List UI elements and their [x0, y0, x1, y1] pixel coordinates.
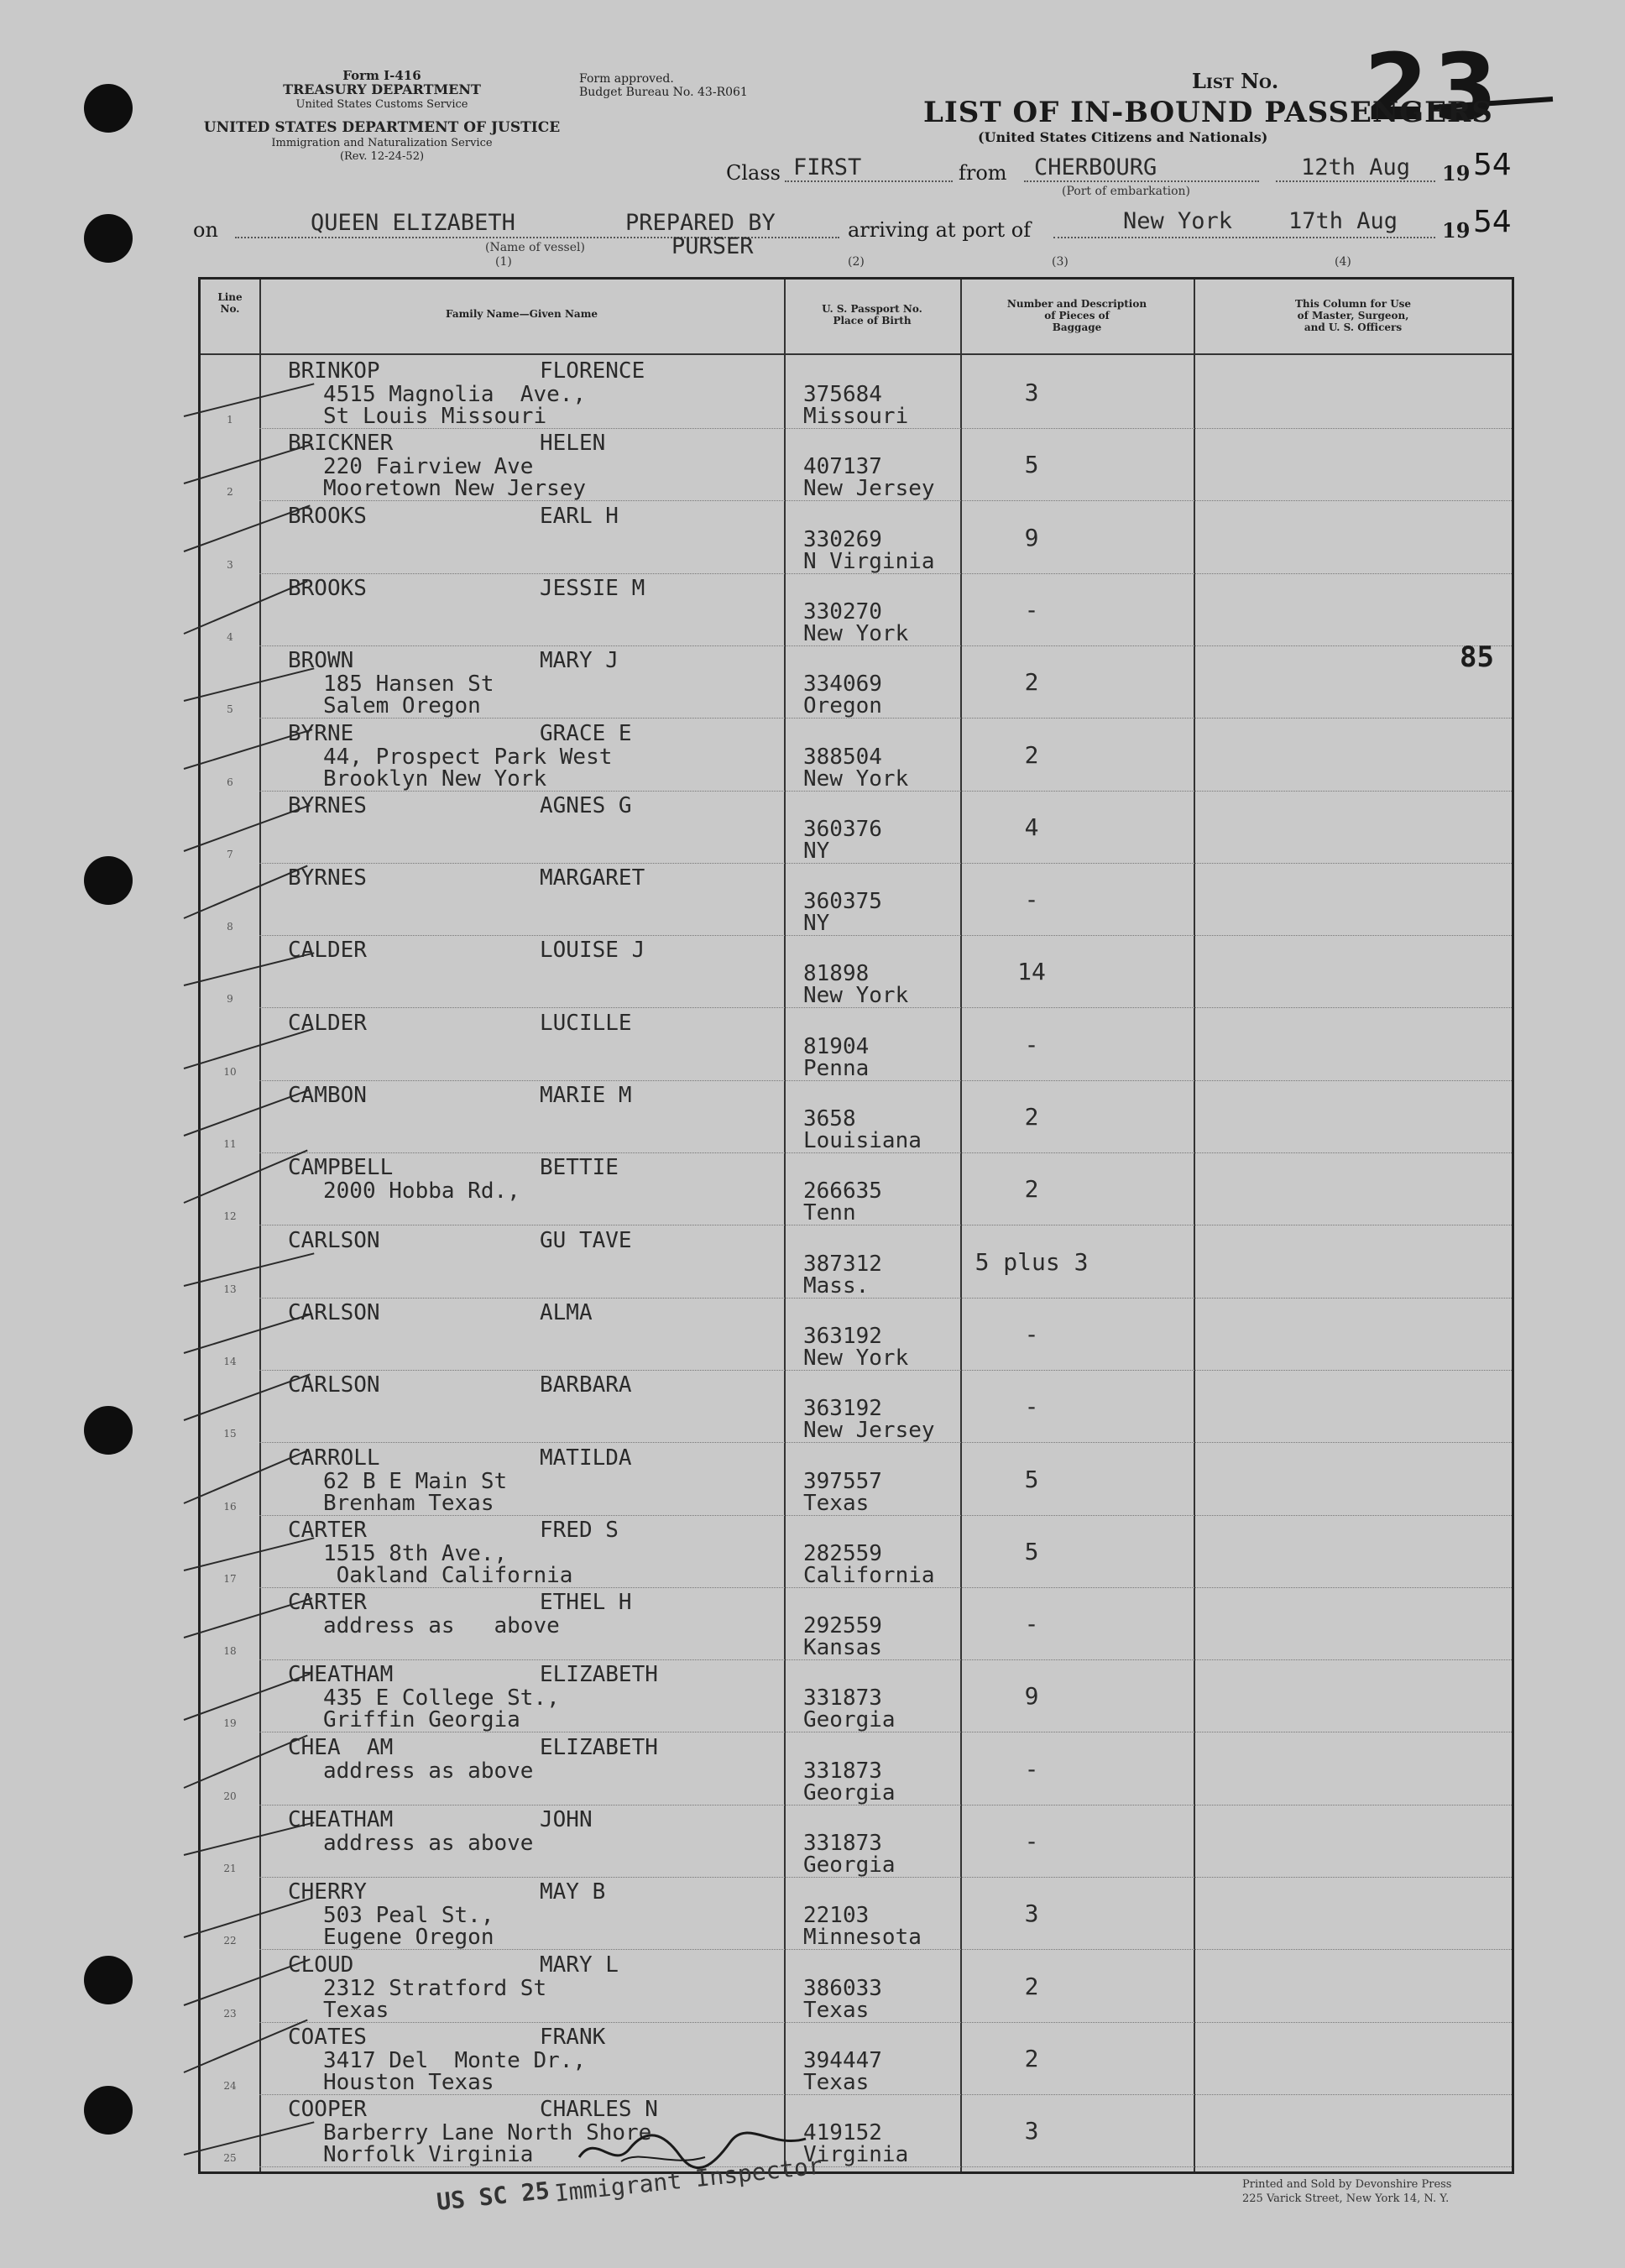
- punch-hole: [84, 1956, 133, 2004]
- place-of-birth: New York: [803, 766, 909, 792]
- address-line-1: 1515 8th Ave.,: [323, 1540, 508, 1566]
- col-header-line-no: Line No.: [217, 291, 243, 315]
- address-line-2: Brenham Texas: [323, 1490, 494, 1516]
- baggage-count: 2: [1024, 740, 1039, 769]
- place-of-birth: NY: [803, 911, 830, 937]
- baggage-count: -: [1024, 886, 1039, 914]
- passport-number: 387312: [803, 1251, 882, 1277]
- line-number: 2: [227, 486, 233, 499]
- table-row: [201, 936, 1512, 1008]
- page-title: LIST OF IN-BOUND PASSENGERS: [923, 96, 1493, 129]
- col-num-1: (1): [495, 255, 512, 269]
- treasury-dept: TREASURY DEPARTMENT: [283, 81, 481, 97]
- vessel-caption: (Name of vessel): [485, 241, 585, 254]
- customs-service: United States Customs Service: [295, 98, 468, 111]
- passport-number: 388504: [803, 744, 882, 770]
- baggage-count: 9: [1024, 1682, 1039, 1711]
- passport-number: 331873: [803, 1758, 882, 1784]
- arrival-year: 54: [1473, 205, 1512, 239]
- place-of-birth: New Jersey: [803, 476, 935, 502]
- address-line-1: Barberry Lane North Shore: [323, 2120, 652, 2146]
- line-number: 25: [223, 2152, 237, 2165]
- justice-dept: UNITED STATES DEPARTMENT OF JUSTICE: [203, 119, 561, 136]
- arriving-label: arriving at port of: [848, 218, 1032, 242]
- table-row: [201, 2095, 1512, 2167]
- baggage-count: 5: [1024, 1537, 1039, 1565]
- col-header-baggage: Number and Description of Pieces of Baggage: [1006, 298, 1147, 333]
- given-name: CHARLES N: [540, 2097, 658, 2123]
- check-mark-icon: [184, 1313, 313, 1354]
- place-of-birth: Georgia: [803, 1853, 896, 1878]
- passport-number: 363192: [803, 1323, 882, 1349]
- family-name: CHEA AM: [288, 1734, 394, 1760]
- given-name: ALMA: [540, 1299, 593, 1325]
- passport-number: 331873: [803, 1685, 882, 1711]
- table-row: [201, 1951, 1512, 2023]
- baggage-count: 2: [1024, 1972, 1039, 2000]
- punch-hole: [84, 856, 133, 905]
- check-mark-icon: [184, 1898, 313, 1939]
- family-name: COOPER: [288, 2097, 367, 2123]
- baggage-count: 5: [1024, 451, 1039, 479]
- check-mark-icon: [184, 1252, 315, 1287]
- check-mark-icon: [184, 804, 311, 852]
- check-mark-icon: [184, 1597, 313, 1638]
- line-number: 24: [223, 2079, 237, 2092]
- budget-bureau: Budget Bureau No. 43-R061: [579, 86, 748, 99]
- place-of-birth: California: [803, 1562, 935, 1588]
- passport-number: 394447: [803, 2047, 882, 2073]
- list-no-value: 23: [1364, 34, 1503, 141]
- address-line-1: address as above: [323, 1613, 560, 1639]
- place-of-birth: Kansas: [803, 1635, 882, 1661]
- line-number: 9: [227, 993, 233, 1006]
- line-number: 22: [223, 1935, 237, 1947]
- given-name: JESSIE M: [540, 575, 645, 601]
- baggage-count: 2: [1024, 2044, 1039, 2072]
- row-divider: [259, 2166, 1512, 2167]
- family-name: CARTER: [288, 1590, 367, 1616]
- passport-number: 334069: [803, 672, 882, 698]
- place-of-birth: NY: [803, 838, 830, 864]
- family-name: BROWN: [288, 648, 354, 674]
- family-name: CAMPBELL: [288, 1155, 394, 1181]
- check-mark-icon: [184, 1450, 308, 1503]
- line-number: 10: [223, 1065, 237, 1078]
- form-number: Form I-416: [342, 68, 421, 83]
- passport-number: 375684: [803, 382, 882, 407]
- passport-number: 363192: [803, 1396, 882, 1422]
- given-name: ELIZABETH: [540, 1734, 658, 1760]
- table-row: [201, 792, 1512, 864]
- given-name: AGNES G: [540, 792, 632, 818]
- inspector-stamp: Immigrant Inspector: [553, 2151, 824, 2208]
- line-number: 8: [227, 921, 233, 933]
- baggage-count: -: [1024, 595, 1039, 624]
- check-mark-icon: [184, 1958, 311, 2006]
- table-row: [201, 1153, 1512, 1225]
- table-row: [201, 1081, 1512, 1153]
- baggage-count: 5 plus 3: [974, 1247, 1089, 1276]
- place-of-birth: Texas: [803, 1490, 870, 1516]
- given-name: GU TAVE: [540, 1227, 632, 1253]
- table-row: [201, 2023, 1512, 2095]
- family-name: BROOKS: [288, 503, 367, 529]
- given-name: LOUISE J: [540, 938, 645, 964]
- line-number: 21: [223, 1863, 237, 1874]
- check-mark-icon: [184, 668, 315, 703]
- family-name: CLOUD: [288, 1952, 354, 1978]
- table-row: [201, 1878, 1512, 1950]
- baggage-count: 5: [1024, 1465, 1039, 1493]
- place-of-birth: Texas: [803, 2069, 870, 2095]
- given-name: ELIZABETH: [540, 1662, 658, 1688]
- officer-note: 85: [1460, 640, 1494, 674]
- given-name: GRACE E: [540, 720, 632, 746]
- family-name: BYRNE: [288, 720, 354, 746]
- check-mark-icon: [184, 1674, 311, 1722]
- address-line-1: 2312 Stratford St: [323, 1975, 547, 2001]
- family-name: CARTER: [288, 1517, 367, 1543]
- punch-hole: [84, 2086, 133, 2135]
- from-line: [1024, 180, 1259, 182]
- table-row: [201, 502, 1512, 574]
- page-subtitle: (United States Citizens and Nationals): [978, 129, 1268, 145]
- family-name: BYRNES: [288, 792, 367, 818]
- passport-number: 292559: [803, 1613, 882, 1639]
- given-name: BETTIE: [540, 1155, 619, 1181]
- place-of-birth: Missouri: [803, 404, 909, 429]
- place-of-birth: N Virginia: [803, 548, 935, 574]
- address-line-1: 4515 Magnolia Ave.,: [323, 382, 587, 407]
- given-name: FLORENCE: [540, 358, 645, 384]
- punch-hole: [84, 1406, 133, 1455]
- passport-number: 330269: [803, 526, 882, 552]
- table-row: [201, 1588, 1512, 1660]
- class-value: FIRST: [793, 154, 862, 180]
- baggage-count: 3: [1024, 1900, 1039, 1928]
- check-mark-icon: [184, 444, 313, 485]
- given-name: FRED S: [540, 1517, 619, 1543]
- check-mark-icon: [184, 1821, 315, 1856]
- place-of-birth: Louisiana: [803, 1128, 922, 1153]
- baggage-count: 2: [1024, 668, 1039, 697]
- passport-number: 3658: [803, 1106, 856, 1131]
- table-row: [201, 864, 1512, 936]
- given-name: MARIE M: [540, 1083, 632, 1108]
- table-row: [201, 1444, 1512, 1516]
- arrival-port: New York: [1123, 208, 1233, 234]
- line-number: 1: [227, 414, 233, 426]
- table-row: [201, 1226, 1512, 1299]
- check-mark-icon: [184, 865, 308, 919]
- address-line-2: Mooretown New Jersey: [323, 476, 587, 502]
- check-mark-icon: [184, 1028, 313, 1069]
- address-line-1: 435 E College St.,: [323, 1685, 560, 1711]
- baggage-count: -: [1024, 1827, 1039, 1855]
- from-label: from: [959, 161, 1007, 185]
- place-of-birth: Texas: [803, 1997, 870, 2023]
- line-number: 15: [223, 1428, 237, 1440]
- place-of-birth: New York: [803, 983, 909, 1009]
- passport-number: 331873: [803, 1831, 882, 1856]
- place-of-birth: Georgia: [803, 1779, 896, 1806]
- baggage-count: -: [1024, 1320, 1039, 1348]
- address-line-1: 44, Prospect Park West: [323, 744, 613, 770]
- form-approved: Form approved.: [579, 72, 674, 86]
- family-name: CAMBON: [288, 1083, 367, 1108]
- address-line-2: Salem Oregon: [323, 693, 481, 719]
- baggage-count: 3: [1024, 379, 1039, 406]
- baggage-count: -: [1024, 1393, 1039, 1421]
- embark-port: CHERBOURG: [1034, 154, 1157, 180]
- passport-number: 397557: [803, 1468, 882, 1494]
- family-name: CHERRY: [288, 1879, 367, 1905]
- baggage-count: -: [1024, 1610, 1039, 1638]
- family-name: CALDER: [288, 938, 367, 964]
- line-number: 14: [223, 1355, 237, 1367]
- table-row: [201, 357, 1512, 429]
- passport-number: 81898: [803, 961, 870, 987]
- vessel-name: QUEEN ELIZABETH: [311, 210, 515, 236]
- address-line-2: Griffin Georgia: [323, 1707, 520, 1733]
- line-number: 11: [223, 1138, 237, 1150]
- given-name: EARL H: [540, 503, 619, 529]
- check-mark-icon: [184, 1089, 311, 1137]
- table-row: [201, 646, 1512, 719]
- given-name: BARBARA: [540, 1372, 632, 1398]
- col-header-officers: This Column for Use of Master, Surgeon, and U. S. Officers: [1294, 298, 1412, 333]
- address-line-1: 3417 Del Monte Dr.,: [323, 2047, 587, 2073]
- given-name: MATILDA: [540, 1445, 632, 1471]
- table-row: [201, 1733, 1512, 1806]
- line-number: 18: [223, 1645, 237, 1658]
- line-number: 17: [223, 1572, 237, 1585]
- passport-number: 282559: [803, 1540, 882, 1566]
- passport-number: 419152: [803, 2120, 882, 2146]
- form-revision: (Rev. 12-24-52): [339, 150, 425, 163]
- embark-year: 54: [1473, 148, 1512, 182]
- given-name: ETHEL H: [540, 1590, 632, 1616]
- address-line-1: 503 Peal St.,: [323, 1903, 494, 1929]
- passport-number: 386033: [803, 1975, 882, 2001]
- given-name: HELEN: [540, 431, 606, 457]
- place-of-birth: New Jersey: [803, 1418, 935, 1444]
- line-number: 16: [223, 1500, 237, 1513]
- on-label: on: [193, 218, 218, 242]
- table-row: [201, 1806, 1512, 1878]
- ins-service: Immigration and Naturalization Service: [271, 137, 493, 149]
- arrival-line: [1053, 237, 1435, 238]
- table-row: [201, 1009, 1512, 1081]
- address-line-1: address as above: [323, 1758, 534, 1784]
- place-of-birth: Mass.: [803, 1272, 870, 1299]
- check-mark-icon: [184, 729, 313, 770]
- check-mark-icon: [184, 580, 308, 634]
- baggage-count: -: [1024, 1754, 1039, 1783]
- check-mark-icon: [184, 383, 315, 417]
- stamp-code: US SC 25: [435, 2177, 551, 2216]
- table-row: [201, 1660, 1512, 1732]
- col-num-3: (3): [1052, 255, 1069, 269]
- place-of-birth: New York: [803, 620, 909, 646]
- address-line-2: Houston Texas: [323, 2069, 494, 2095]
- baggage-count: 9: [1024, 523, 1039, 551]
- check-mark-icon: [184, 953, 315, 987]
- baggage-count: 2: [1024, 1103, 1039, 1131]
- baggage-count: -: [1024, 1030, 1039, 1058]
- family-name: BYRNES: [288, 865, 367, 891]
- header-rule: [201, 353, 1512, 355]
- table-row: [201, 719, 1512, 792]
- punch-hole: [84, 84, 133, 133]
- passport-number: 360375: [803, 889, 882, 915]
- passport-number: 81904: [803, 1033, 870, 1059]
- family-name: CHEATHAM: [288, 1807, 394, 1832]
- place-of-birth: Virginia: [803, 2142, 909, 2168]
- prepared-by-value: PURSER: [671, 233, 754, 259]
- passport-number: 360376: [803, 816, 882, 842]
- list-no-label: List No.: [1192, 69, 1279, 93]
- table-row: [201, 1299, 1512, 1371]
- address-line-2: Oakland California: [323, 1562, 573, 1588]
- baggage-count: 3: [1024, 2117, 1039, 2145]
- table-row: [201, 429, 1512, 501]
- family-name: CHEATHAM: [288, 1662, 394, 1688]
- line-number: 12: [223, 1210, 237, 1223]
- address-line-2: Brooklyn New York: [323, 766, 547, 792]
- passport-number: 266635: [803, 1178, 882, 1205]
- embark-year-prefix: 19: [1442, 161, 1471, 186]
- line-number: 7: [227, 848, 233, 860]
- given-name: MARGARET: [540, 865, 645, 891]
- line-number: 5: [227, 703, 233, 716]
- passport-number: 330270: [803, 598, 882, 624]
- family-name: COATES: [288, 2024, 367, 2050]
- family-name: CARROLL: [288, 1445, 380, 1471]
- embark-date: 12th Aug: [1301, 154, 1411, 180]
- arrival-date: 17th Aug: [1288, 208, 1398, 234]
- line-number: 6: [227, 776, 233, 788]
- table-row: [201, 574, 1512, 646]
- col-num-2: (2): [848, 255, 865, 269]
- address-line-1: address as above: [323, 1831, 534, 1856]
- baggage-count: 4: [1024, 813, 1039, 841]
- place-of-birth: Tenn: [803, 1200, 856, 1226]
- given-name: MARY L: [540, 1952, 619, 1978]
- address-line-1: 185 Hansen St: [323, 672, 494, 698]
- place-of-birth: New York: [803, 1345, 909, 1371]
- check-mark-icon: [184, 1734, 308, 1788]
- punch-hole: [84, 214, 133, 263]
- line-number: 13: [223, 1283, 237, 1295]
- check-mark-icon: [184, 1537, 315, 1571]
- given-name: MARY J: [540, 648, 619, 674]
- place-of-birth: Penna: [803, 1055, 870, 1081]
- col-header-passport: U. S. Passport No. Place of Birth: [822, 303, 922, 327]
- place-of-birth: Minnesota: [803, 1925, 922, 1951]
- table-row: [201, 1371, 1512, 1443]
- line-number: 19: [223, 1717, 237, 1730]
- table-row: [201, 1516, 1512, 1588]
- class-label: Class: [726, 161, 781, 185]
- address-line-2: St Louis Missouri: [323, 404, 547, 429]
- family-name: BRINKOP: [288, 358, 380, 384]
- prepared-by-label: PREPARED BY: [625, 210, 776, 236]
- check-mark-icon: [184, 2122, 315, 2156]
- given-name: FRANK: [540, 2024, 606, 2050]
- signature-icon: [571, 2124, 814, 2174]
- address-line-2: Texas: [323, 1997, 389, 2023]
- family-name: CARLSON: [288, 1227, 380, 1253]
- family-name: BROOKS: [288, 575, 367, 601]
- family-name: CALDER: [288, 1010, 367, 1036]
- embark-date-line: [1276, 180, 1435, 182]
- passenger-table: [198, 277, 1514, 2174]
- col-header-name: Family Name—Given Name: [445, 308, 598, 320]
- place-of-birth: Georgia: [803, 1707, 896, 1733]
- address-line-1: 2000 Hobba Rd.,: [323, 1178, 520, 1205]
- given-name: MAY B: [540, 1879, 606, 1905]
- address-line-2: Eugene Oregon: [323, 1925, 494, 1951]
- passport-number: 22103: [803, 1903, 870, 1929]
- address-line-1: 220 Fairview Ave: [323, 454, 534, 480]
- arrival-year-prefix: 19: [1442, 218, 1471, 243]
- given-name: JOHN: [540, 1807, 593, 1832]
- from-caption: (Port of embarkation): [1062, 185, 1190, 198]
- line-number: 4: [227, 630, 233, 643]
- printer-line-2: 225 Varick Street, New York 14, N. Y.: [1242, 2192, 1450, 2205]
- place-of-birth: Oregon: [803, 693, 882, 719]
- baggage-count: 14: [1017, 958, 1046, 986]
- family-name: BRICKNER: [288, 431, 394, 457]
- address-line-1: 62 B E Main St: [323, 1468, 508, 1494]
- line-number: 23: [223, 2007, 237, 2020]
- baggage-count: 2: [1024, 1175, 1039, 1204]
- line-number: 20: [223, 1790, 237, 1802]
- family-name: CARLSON: [288, 1299, 380, 1325]
- class-line: [785, 180, 953, 182]
- family-name: CARLSON: [288, 1372, 380, 1398]
- address-line-2: Norfolk Virginia: [323, 2142, 534, 2168]
- line-number: 3: [227, 558, 233, 571]
- col-num-4: (4): [1335, 255, 1351, 269]
- printer-line-1: Printed and Sold by Devonshire Press: [1242, 2178, 1452, 2191]
- given-name: LUCILLE: [540, 1010, 632, 1036]
- passport-number: 407137: [803, 454, 882, 480]
